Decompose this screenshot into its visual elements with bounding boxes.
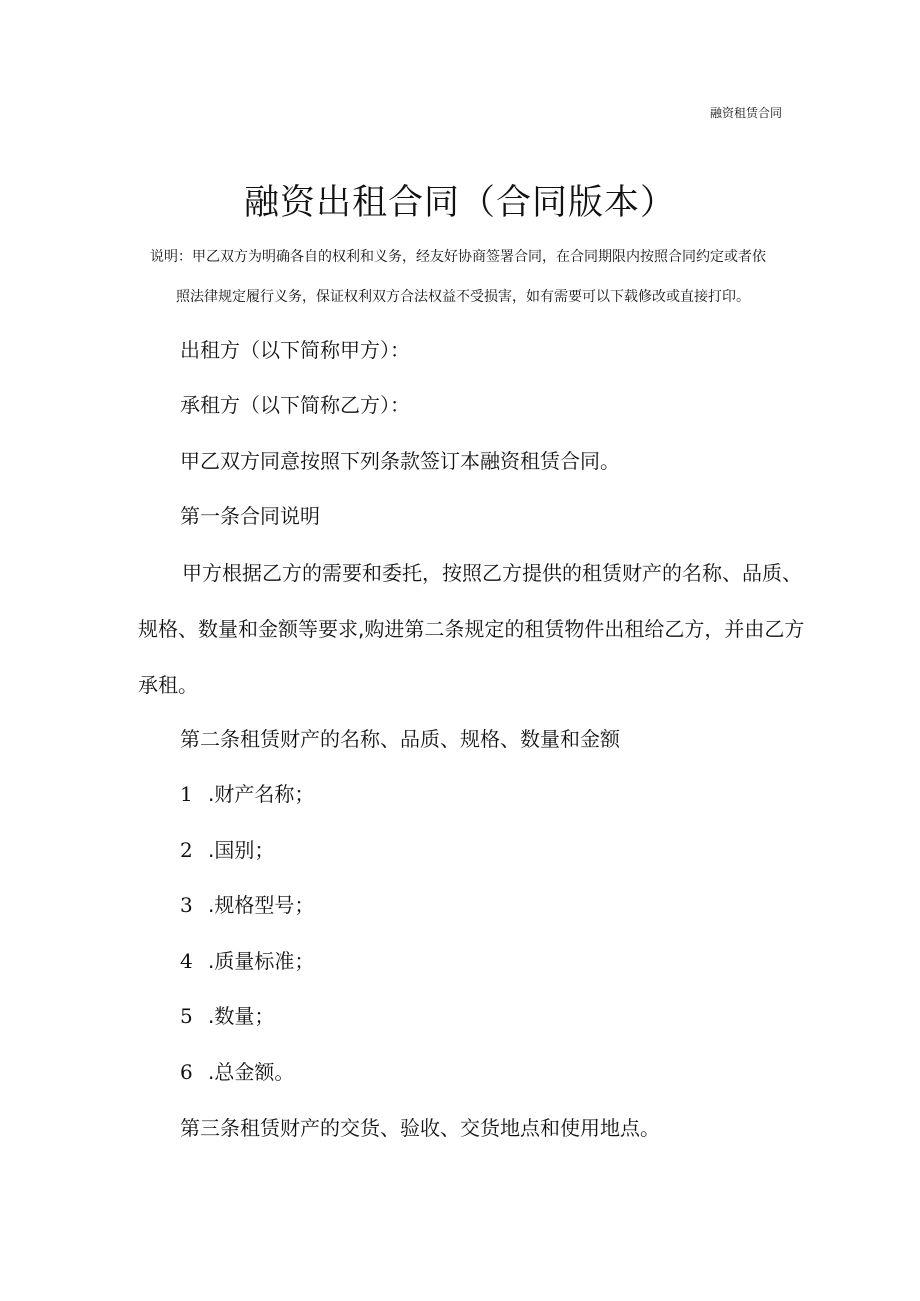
lessee-line: 承租方（以下简称乙方）： (180, 393, 410, 417)
list-item-text: .数量； (208, 1004, 275, 1028)
list-item-number: 5 (180, 1004, 193, 1028)
article-1-body: 甲方根据乙方的需要和委托，按照乙方提供的租赁财产的名称、品质、规格、数量和金额等要求,购进第二条规定的租赁物件出租给乙方，并由乙方承租。 (138, 561, 805, 697)
list-item (180, 892, 314, 918)
list-item-text: .质量标准； (208, 949, 315, 973)
article-3-title: 第三条租赁财产的交货、验收、交货地点和使用地点。 (180, 1116, 660, 1140)
list-item-text: .规格型号； (208, 893, 315, 917)
list-item-number: 1 (180, 782, 193, 806)
document-title: 融资出租合同（合同版本） (243, 183, 676, 223)
lessor-line: 出租方（以下简称甲方）： (180, 338, 410, 362)
list-item-number: 6 (180, 1060, 193, 1084)
list-item (180, 948, 314, 974)
list-item-text: .财产名称； (208, 782, 315, 806)
list-item-number: 2 (180, 838, 193, 862)
list-item-text: .国别； (208, 838, 275, 862)
list-item (180, 781, 314, 807)
agreement-line: 甲乙双方同意按照下列条款签订本融资租赁合同。 (180, 449, 620, 473)
list-item-number: 4 (180, 949, 193, 973)
list-item-text: .总金额。 (208, 1060, 295, 1084)
article-1-title: 第一条合同说明 (180, 504, 320, 528)
article-2-title: 第二条租赁财产的名称、品质、规格、数量和金额 (180, 727, 620, 751)
note-line-2: 照法律规定履行义务，保证权利双方合法权益不受损害，如有需要可以下载修改或直接打印。 (176, 289, 750, 305)
list-item (180, 837, 274, 863)
running-header: 融资租赁合同 (709, 106, 782, 120)
list-item (180, 1003, 274, 1029)
list-item (180, 1059, 294, 1085)
note-line-1: 说明：甲乙双方为明确各自的权利和义务，经友好协商签署合同，在合同期限内按照合同约定或者依 (150, 249, 766, 265)
list-item-number: 3 (180, 893, 193, 917)
